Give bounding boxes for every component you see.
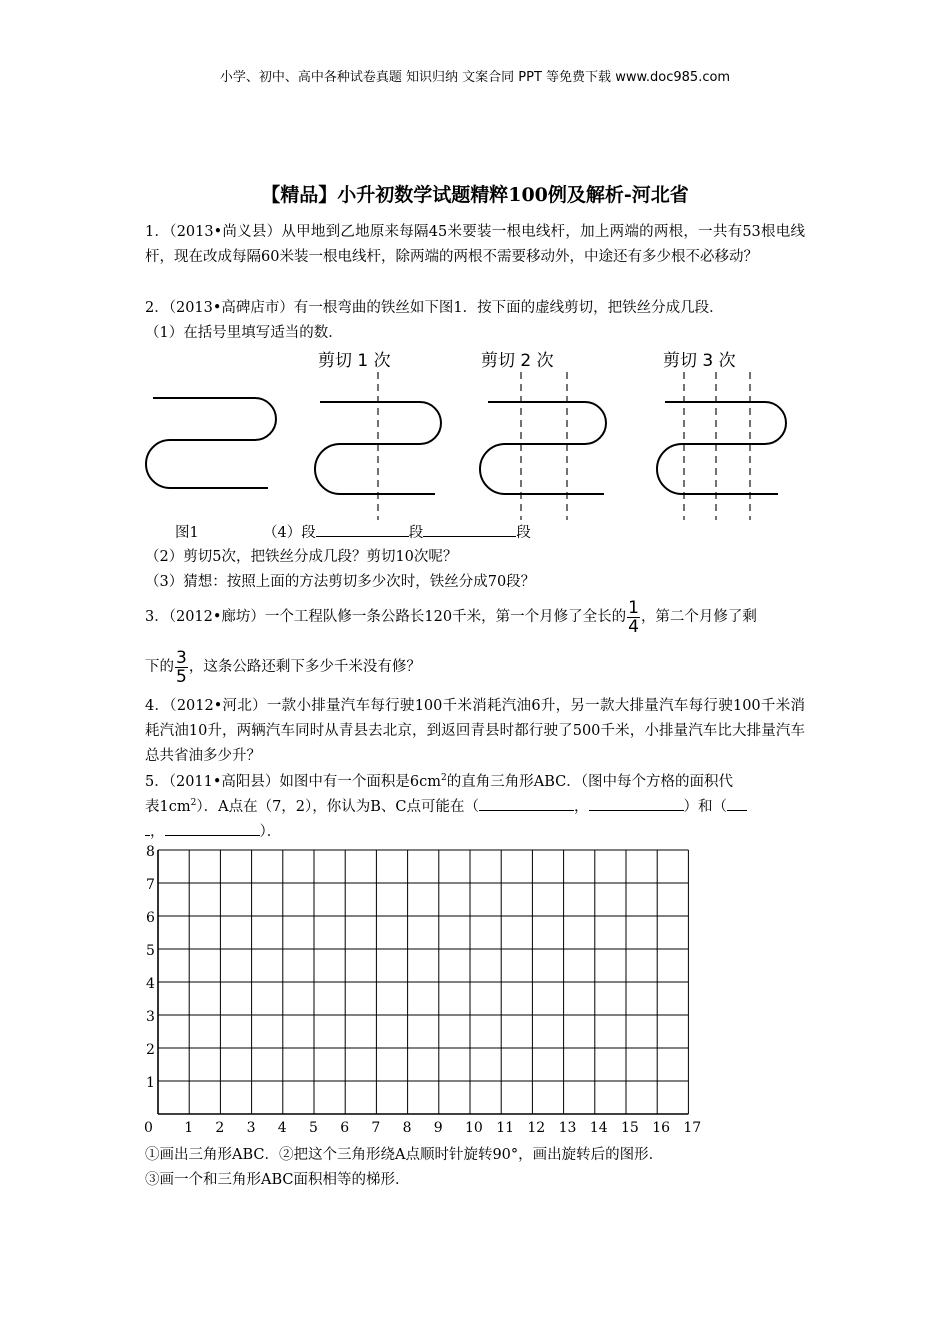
question-2-stem: 2．（2013•高碑店市）有一根弯曲的铁丝如下图1．按下面的虚线剪切，把铁丝分成几段． — [145, 300, 724, 316]
x-tick-label: 3 — [246, 1120, 256, 1136]
question-5-task2: ③画一个和三角形ABC面积相等的梯形． — [145, 1172, 410, 1188]
x-tick-label: 9 — [433, 1120, 443, 1136]
q5-text: 5．（2011•高阳县）如图中有一个面积是6cm — [145, 774, 442, 790]
question-3-line1 — [145, 597, 757, 637]
question-5-line2 — [145, 795, 747, 816]
x-tick-label: 5 — [309, 1120, 318, 1136]
q5-text: ， — [150, 824, 165, 840]
y-tick-label: 4 — [146, 976, 155, 992]
figure-1-label: 图1 — [175, 525, 199, 541]
y-tick-label: 7 — [146, 877, 155, 893]
question-2-sub1: （1）在括号里填写适当的数． — [145, 325, 343, 341]
superscript: 2 — [190, 798, 197, 809]
q5-text: ）和（ — [683, 799, 728, 815]
page-header: 小学、初中、高中各种试卷真题 知识归纳 文案合同 PPT 等免费下载 www.doc985.com — [219, 70, 731, 85]
wire-figures — [0, 340, 950, 530]
x-tick-label: 1 — [184, 1120, 194, 1136]
x-tick-label: 12 — [527, 1120, 546, 1136]
x-tick-label: 17 — [683, 1120, 702, 1136]
x-tick-label: 16 — [652, 1120, 671, 1136]
frac-den: 4 — [628, 616, 639, 637]
q3-part2: ，第二个月修了剩 — [640, 609, 757, 625]
wire-figure-4 — [657, 402, 786, 494]
fill-text-start: （4）段 — [263, 525, 316, 541]
fraction-one-quarter — [627, 599, 640, 636]
question-5-line1 — [145, 770, 733, 791]
answer-blank[interactable] — [727, 796, 747, 811]
wire-figure-1 — [146, 398, 276, 488]
answer-blank[interactable] — [165, 821, 260, 836]
x-tick-label: 8 — [402, 1120, 412, 1136]
q3-part1: 3．（2012•廊坊）一个工程队修一条公路长120千米，第一个月修了全长的 — [145, 609, 627, 625]
caption-cut-3: 剪切 3 次 — [663, 351, 736, 371]
answer-blank[interactable] — [423, 522, 516, 537]
y-tick-label: 8 — [146, 844, 155, 860]
question-2-sub2: （2）剪切5次，把铁丝分成几段？剪切10次呢？ — [145, 549, 458, 565]
question-1: 1．（2013•尚义县）从甲地到乙地原来每隔45米要装一根电线杆，加上两端的两根，一共有53根电线杆，现在改成每隔60米装一根电线杆，除两端的两根不需要移动外，中途还有多少根不必移动？ — [145, 224, 805, 265]
coordinate-grid — [140, 842, 720, 1142]
q5-text: ）．A点在（7，2），你认为B、C点可能在（ — [196, 799, 480, 815]
fraction-three-fifths — [175, 649, 188, 686]
page-title: 【精品】小升初数学试题精粹100例及解析-河北省 — [261, 184, 689, 206]
answer-blank[interactable] — [479, 796, 574, 811]
x-tick-label: 15 — [621, 1120, 639, 1136]
y-tick-label: 5 — [146, 943, 155, 959]
question-5-line3 — [145, 820, 281, 841]
q5-text: ， — [574, 799, 589, 815]
x-tick-label: 13 — [558, 1120, 577, 1136]
y-tick-label: 2 — [146, 1042, 155, 1058]
fill-text-mid: 段 — [408, 525, 424, 541]
q3-part3: 下的 — [145, 659, 174, 675]
q5-text: ）． — [259, 824, 282, 840]
y-tick-label: 1 — [146, 1075, 155, 1091]
y-tick-label: 6 — [146, 910, 155, 926]
x-tick-label: 10 — [465, 1120, 483, 1136]
caption-cut-2: 剪切 2 次 — [481, 351, 554, 371]
x-tick-label: 7 — [371, 1120, 381, 1136]
x-tick-label: 0 — [144, 1120, 153, 1136]
frac-num: 1 — [628, 597, 639, 618]
question-4: 4．（2012•河北）一款小排量汽车每行驶100千米消耗汽油6升，另一款大排量汽车每行驶100千米消耗汽油10升，两辆汽车同时从青县去北京，到返回青县时都行驶了500千米，小排量汽车比大排量汽车总共省油多少升？ — [145, 698, 805, 764]
x-tick-label: 14 — [589, 1120, 608, 1136]
wire-figure-3 — [480, 402, 606, 494]
x-tick-label: 6 — [340, 1120, 350, 1136]
x-tick-label: 2 — [215, 1120, 225, 1136]
superscript: 2 — [441, 773, 447, 784]
x-tick-label: 11 — [496, 1120, 515, 1136]
q5-text: 表1cm — [145, 799, 191, 815]
frac-den: 5 — [176, 666, 187, 687]
q5-text: 的直角三角形ABC．（图中每个方格的面积代 — [446, 774, 734, 790]
question-3-line2 — [145, 647, 421, 687]
frac-num: 3 — [176, 647, 187, 668]
fill-text-end: 段 — [516, 525, 531, 541]
caption-cut-1: 剪切 1 次 — [318, 351, 391, 371]
question-5-task1: ①画出三角形ABC．②把这个三角形绕A点顺时针旋转90°，画出旋转后的图形． — [145, 1147, 664, 1163]
y-tick-label: 3 — [146, 1009, 155, 1025]
x-tick-label: 4 — [277, 1120, 287, 1136]
q3-part4: ，这条公路还剩下多少千米没有修？ — [188, 659, 421, 675]
segment-fill-row — [263, 521, 531, 542]
question-2-sub3: （3）猜想：按照上面的方法剪切多少次时，铁丝分成70段？ — [145, 574, 536, 590]
answer-blank[interactable] — [589, 796, 684, 811]
answer-blank[interactable] — [316, 522, 409, 537]
